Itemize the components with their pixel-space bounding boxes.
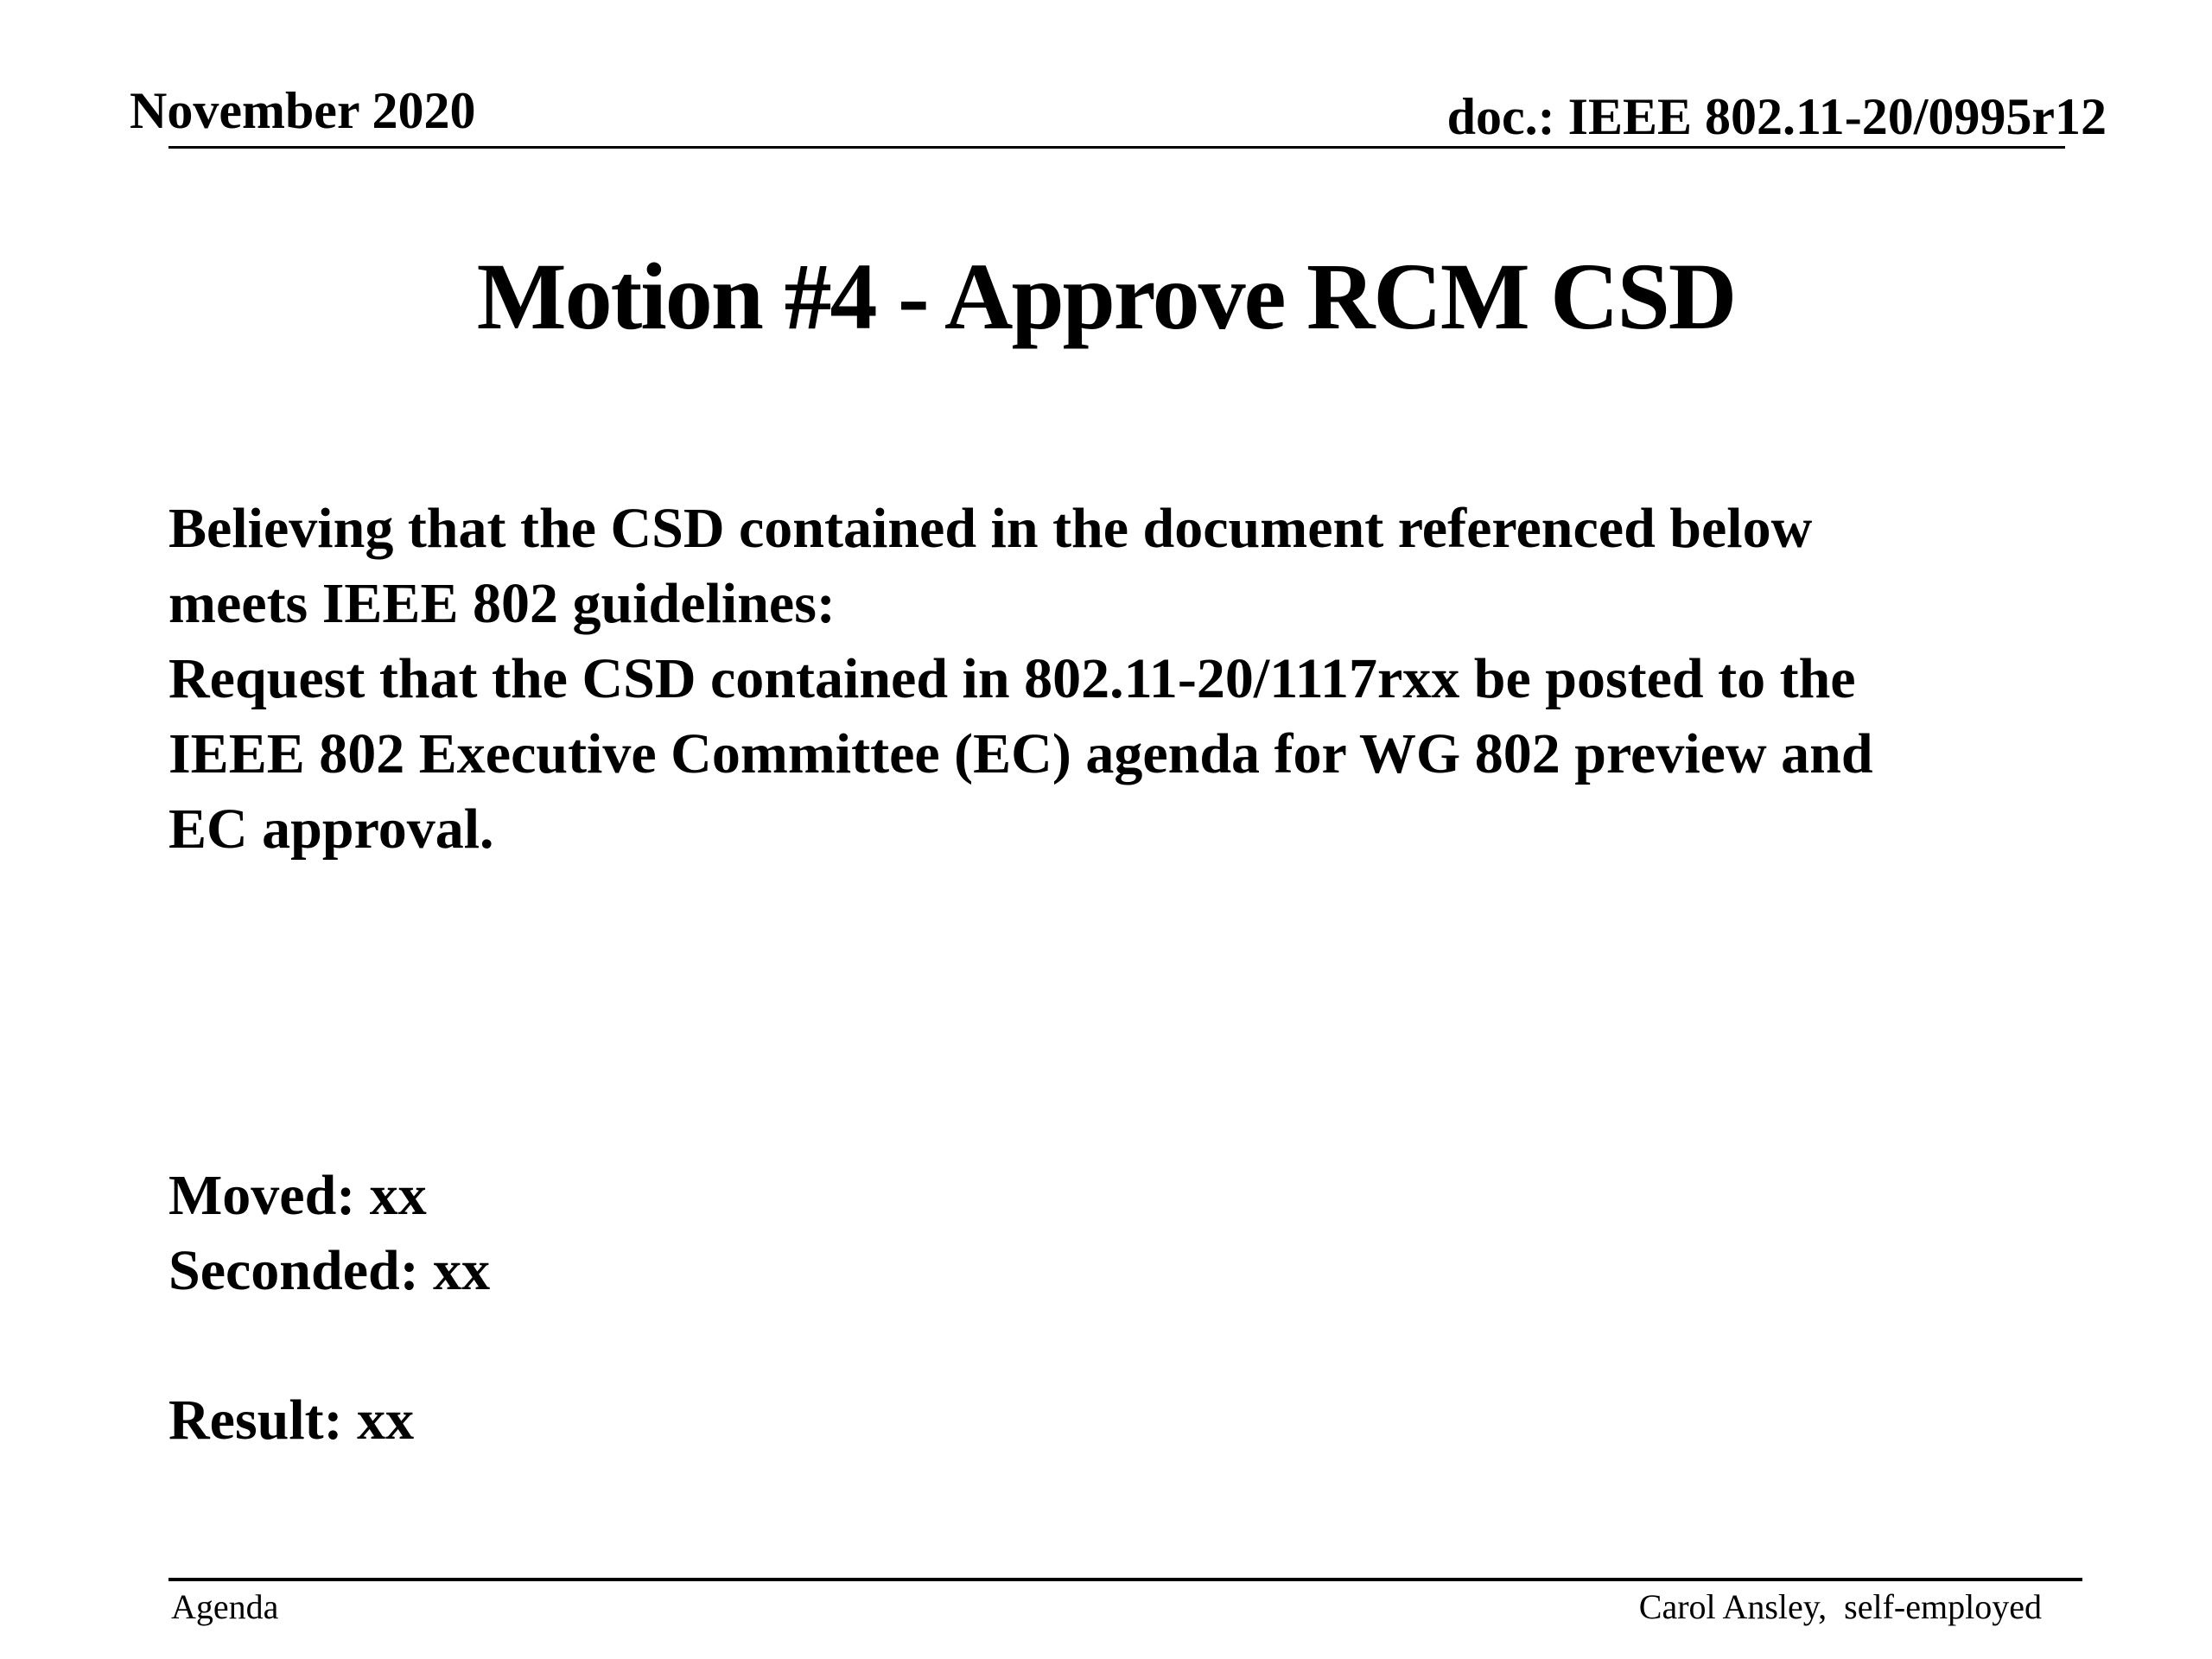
slide-title: Motion #4 - Approve RCM CSD	[476, 244, 1736, 349]
motion-body	[168, 491, 2121, 867]
header-divider	[168, 146, 2065, 149]
header-doc-id: doc.: IEEE 802.11-20/0995r12	[1446, 88, 2107, 145]
seconded-line: Seconded: xx	[168, 1239, 491, 1302]
result-line: Result: xx	[168, 1389, 415, 1452]
footer-author: Carol Ansley, self-employed	[1638, 1587, 2042, 1626]
footer-left-label: Agenda	[171, 1587, 279, 1626]
motion-body-line: IEEE 802 Executive Committee (EC) agenda for WG 802 preview and	[168, 722, 1873, 785]
footer-divider	[168, 1578, 2082, 1581]
motion-sponsors	[168, 1158, 490, 1308]
header-date: November 2020	[130, 82, 476, 139]
moved-line: Moved: xx	[168, 1164, 427, 1227]
motion-body-line: Believing that the CSD contained in the document referenced below	[168, 497, 1813, 560]
motion-body-line: meets IEEE 802 guidelines:	[168, 572, 836, 635]
motion-body-line: Request that the CSD contained in 802.11-20/1117rxx be posted to the	[168, 647, 1856, 710]
motion-body-line: EC approval.	[168, 798, 494, 861]
